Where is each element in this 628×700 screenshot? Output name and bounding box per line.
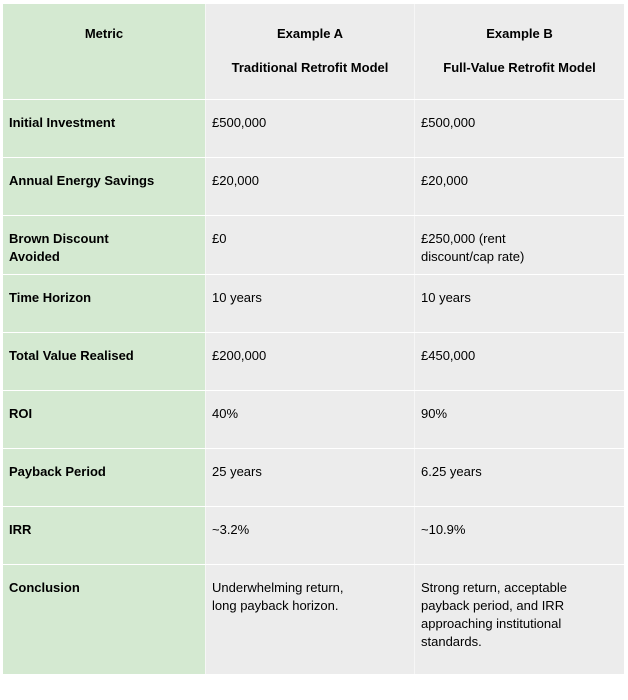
row-metric: Brown Discount Avoided (3, 216, 205, 274)
table-row (3, 275, 624, 333)
row-example-b: £20,000 (414, 158, 624, 215)
header-example-a-label: Example A (277, 26, 343, 41)
row-example-a: £200,000 (205, 333, 414, 390)
row-metric: Total Value Realised (3, 333, 205, 390)
row-metric: Payback Period (3, 449, 205, 506)
table-row (3, 100, 624, 158)
table-header-row (3, 4, 624, 100)
row-example-a: £20,000 (205, 158, 414, 215)
header-example-b (414, 4, 624, 99)
table-row (3, 391, 624, 449)
row-example-a: ~3.2% (205, 507, 414, 564)
table-row (3, 449, 624, 507)
row-example-b: £500,000 (414, 100, 624, 157)
header-example-b-subtitle: Full-Value Retrofit Model (443, 60, 596, 75)
row-example-a: Underwhelming return, long payback horizon. (205, 565, 414, 674)
row-metric: IRR (3, 507, 205, 564)
row-metric: Time Horizon (3, 275, 205, 332)
row-example-b: Strong return, acceptable payback period, and IRR approaching institutional standards. (414, 565, 624, 674)
row-example-a: 25 years (205, 449, 414, 506)
header-example-a (205, 4, 414, 99)
row-metric: Conclusion (3, 565, 205, 674)
row-example-a: 40% (205, 391, 414, 448)
row-metric: Annual Energy Savings (3, 158, 205, 215)
table-row (3, 216, 624, 275)
row-example-b: 6.25 years (414, 449, 624, 506)
table-row (3, 158, 624, 216)
row-example-b: £450,000 (414, 333, 624, 390)
header-metric (3, 4, 205, 99)
header-example-a-subtitle: Traditional Retrofit Model (231, 60, 389, 75)
table-row (3, 333, 624, 391)
row-metric: Initial Investment (3, 100, 205, 157)
row-example-a: £0 (205, 216, 414, 274)
row-example-a: 10 years (205, 275, 414, 332)
row-example-b: 90% (414, 391, 624, 448)
row-example-b: £250,000 (rent discount/cap rate) (414, 216, 624, 274)
header-metric-label: Metric (84, 26, 124, 41)
comparison-table (3, 4, 624, 675)
table-row (3, 565, 624, 675)
header-example-b-label: Example B (486, 26, 553, 41)
row-example-b: ~10.9% (414, 507, 624, 564)
row-metric: ROI (3, 391, 205, 448)
row-example-b: 10 years (414, 275, 624, 332)
row-example-a: £500,000 (205, 100, 414, 157)
table-row (3, 507, 624, 565)
